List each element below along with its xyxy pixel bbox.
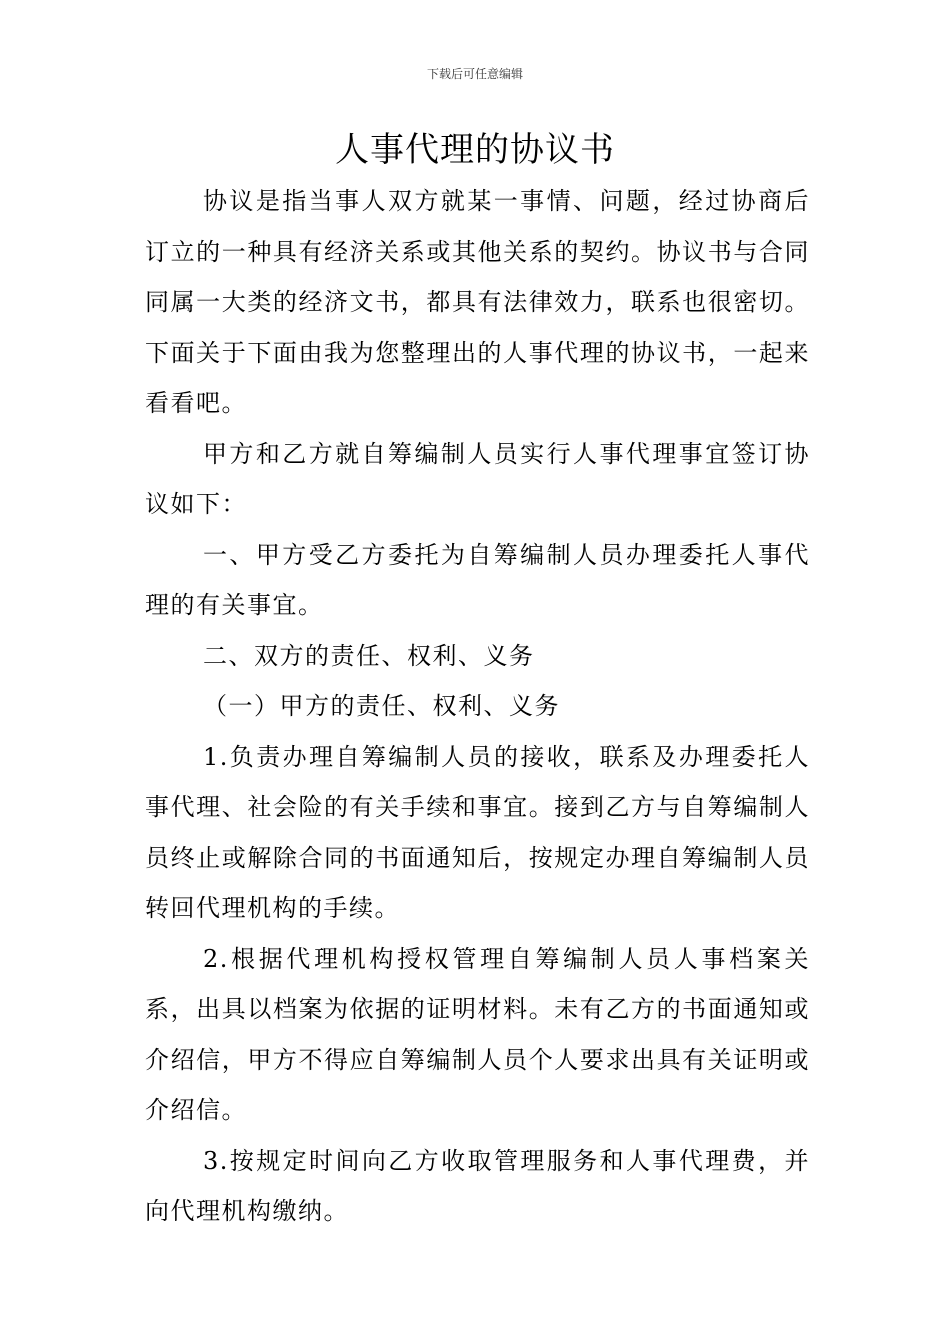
paragraph-parties: 甲方和乙方就自筹编制人员实行人事代理事宜签订协议如下： — [145, 439, 810, 518]
paragraph-item-2: 2.根据代理机构授权管理自筹编制人员人事档案关系，出具以档案为依据的证明材料。未有乙方的书面通知或介绍信，甲方不得应自筹编制人员个人要求出具有关证明或介绍信。 — [145, 944, 810, 1124]
paragraph-item-3: 3.按规定时间向乙方收取管理服务和人事代理费，并向代理机构缴纳。 — [145, 1146, 810, 1225]
paragraph-item-1: 1.负责办理自筹编制人员的接收，联系及办理委托人事代理、社会险的有关手续和事宜。接到乙方与自筹编制人员终止或解除合同的书面通知后，按规定办理自筹编制人员转回代理机构的手续。 — [145, 742, 810, 922]
paragraph-clause-2-heading: 二、双方的责任、权利、义务 — [203, 641, 535, 670]
document-body — [145, 176, 810, 1237]
paragraph-clause-1: 一、甲方受乙方委托为自筹编制人员办理委托人事代理的有关事宜。 — [145, 540, 810, 619]
header-note: 下载后可任意编辑 — [426, 67, 523, 81]
paragraph-intro: 协议是指当事人双方就某一事情、问题，经过协商后订立的一种具有经济关系或其他关系的契约。协议书与合同同属一大类的经济文书，都具有法律效力，联系也很密切。下面关于下面由我为您整理出的人事代理的协议书，一起来看看吧。 — [145, 187, 810, 417]
paragraph-subsection-heading: （一）甲方的责任、权利、义务 — [203, 692, 560, 720]
document-title: 人事代理的协议书 — [335, 130, 615, 170]
